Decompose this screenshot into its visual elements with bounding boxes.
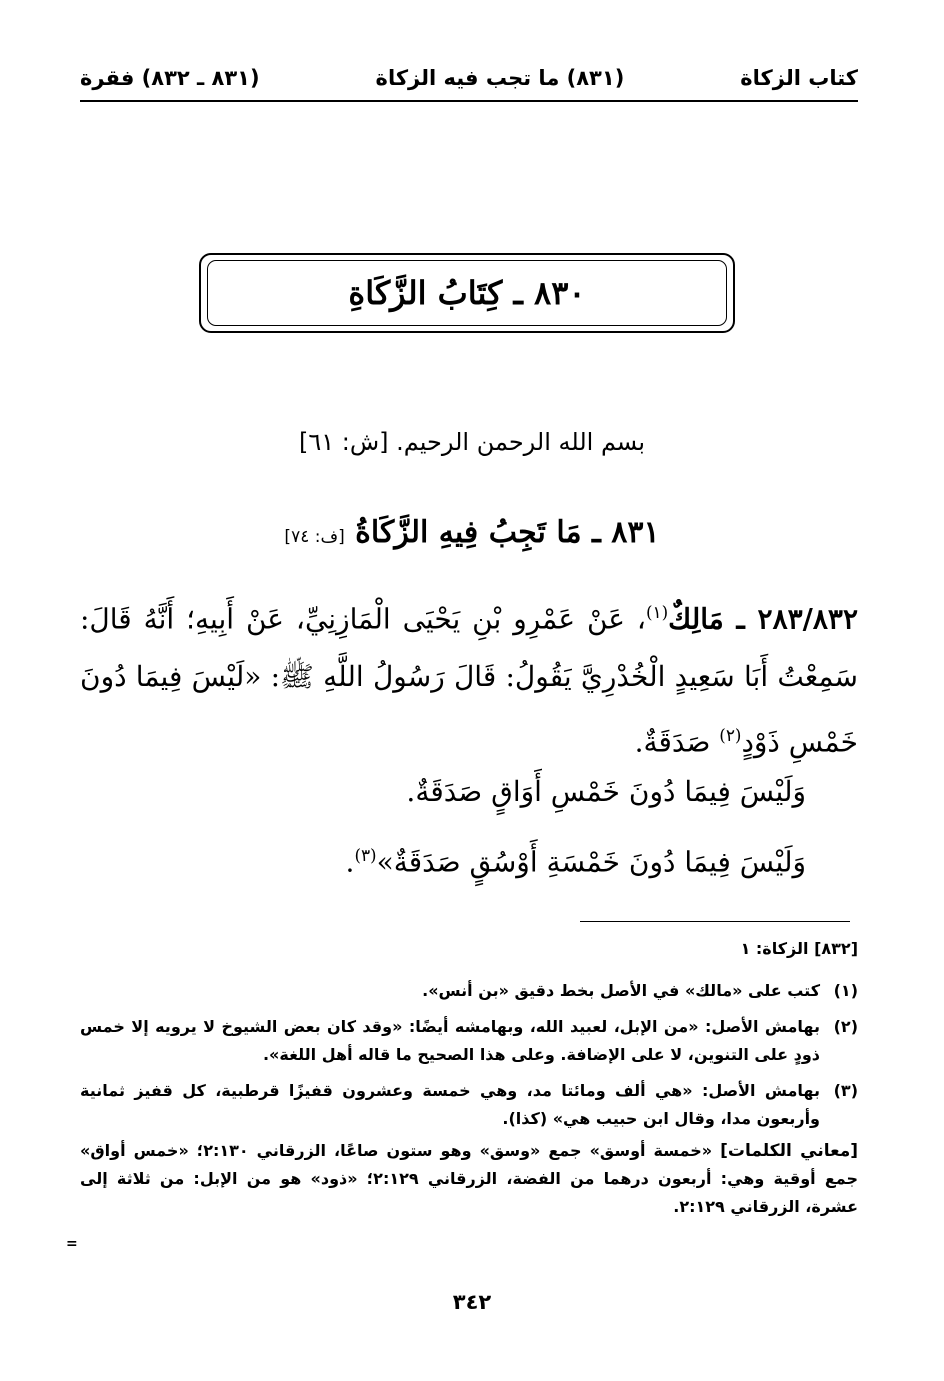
chapter-title: ٨٣١ ـ مَا تَجِبُ فِيهِ الزَّكَاةُ	[355, 515, 660, 550]
basmala-text: بسم الله الرحمن الرحيم.	[396, 428, 646, 456]
book-title-frame	[199, 253, 735, 333]
footnote-3-number: (٣)	[833, 1081, 858, 1100]
footnote-3-text: بهامش الأصل: «هي ألف ومائتا مد، وهي خمسة وعشرون قفيزًا قرطبية، كل قفيز ثمانية وأربعون مدا، وقال ابن حبيب هي» (كذا).	[80, 1081, 820, 1128]
hadith-line-2	[80, 775, 806, 808]
chapter-ref: [ف: ٧٤]	[284, 527, 345, 547]
book-title-inner-frame	[207, 260, 727, 326]
hadith-line-3	[80, 845, 806, 878]
glossary-heading: [معاني الكلمات]	[720, 1141, 858, 1161]
footnote-1-text: كتب على «مالك» في الأصل بخط دقيق «بن أنس».	[422, 981, 820, 1000]
running-header	[80, 58, 858, 98]
footnote-1	[80, 977, 858, 1005]
footnote-source-ref	[80, 935, 858, 963]
footnote-1-number: (١)	[833, 981, 858, 1000]
hadith-line-3-end: .	[345, 845, 355, 879]
basmala-line	[0, 428, 944, 456]
header-book-name: كتاب الزكاة	[740, 66, 858, 90]
footnote-2-text: بهامش الأصل: «من الإبل، لعبيد الله، وبهامشه أيضًا: «وقد كان بعض الشيوخ لا يرويه إلا خمس ذودٍ على التنوين، لا على الإضافة. وعلى هذا الصحيح ما قاله أهل اللغة».	[80, 1017, 820, 1064]
hadith-body-end: صَدَقَةٌ.	[634, 725, 720, 759]
chapter-heading	[0, 515, 944, 550]
margin-mark: =	[66, 1236, 78, 1252]
header-chapter-name: (٨٣١) ما تجب فيه الزكاة	[375, 66, 625, 90]
hadith-line-2-text: وَلَيْسَ فِيمَا دُونَ خَمْسِ أَوَاقٍ صَدَقَةٌ.	[406, 775, 806, 808]
glossary	[80, 1137, 858, 1221]
footnote-rule	[580, 921, 850, 922]
header-rule	[80, 100, 858, 102]
footnote-3	[80, 1077, 858, 1133]
glossary-text: «خمسة أوسق» جمع «وسق» وهو ستون صاعًا، الزرقاني ٢:١٣٠؛ «خمس أواق» جمع أوقية وهي: أربعون درهما من الفضة، الزرقاني ٢:١٢٩؛ «ذود» هو من الإبل: من ثلاثة إلى عشرة، الزرقاني ٢:١٢٩.	[80, 1141, 859, 1216]
footnote-2	[80, 1013, 858, 1069]
page-number: ٣٤٢	[452, 1290, 492, 1314]
footnotes	[80, 935, 858, 1221]
footnote-ref-3: (٣)	[354, 845, 377, 865]
hadith-text	[80, 583, 858, 772]
glossary-body	[80, 1137, 858, 1221]
hadith-body: ، عَنْ عَمْرِو بْنِ يَحْيَى الْمَازِنِيِّ، عَنْ أَبِيهِ؛ أَنَّهُ قَالَ: سَمِعْتُ أَبَا سَعِيدٍ الْخُدْرِيَّ يَقُولُ: قَالَ رَسُولُ اللَّهِ ﷺ: «لَيْسَ فِيمَا دُونَ خَمْسِ ذَوْدٍ	[80, 602, 858, 759]
footnote-source-text: [٨٣٢] الزكاة: ١	[740, 939, 858, 958]
basmala-ref: [ش: ٦١]	[298, 428, 389, 456]
footnote-ref-1: (١)	[645, 602, 669, 622]
footnote-ref-2: (٢)	[719, 725, 742, 746]
header-paragraph-range: (٨٣١ ـ ٨٣٢) فقرة	[80, 66, 260, 90]
footnote-2-number: (٢)	[833, 1017, 858, 1036]
hadith-number: ٢٨٣/٨٣٢ ـ مَالِكٌ	[668, 602, 859, 636]
book-title: ٨٣٠ ـ كِتَابُ الزَّكَاةِ	[348, 274, 586, 312]
hadith-line-3-text: وَلَيْسَ فِيمَا دُونَ خَمْسَةِ أَوْسُقٍ صَدَقَةٌ»	[376, 845, 806, 879]
